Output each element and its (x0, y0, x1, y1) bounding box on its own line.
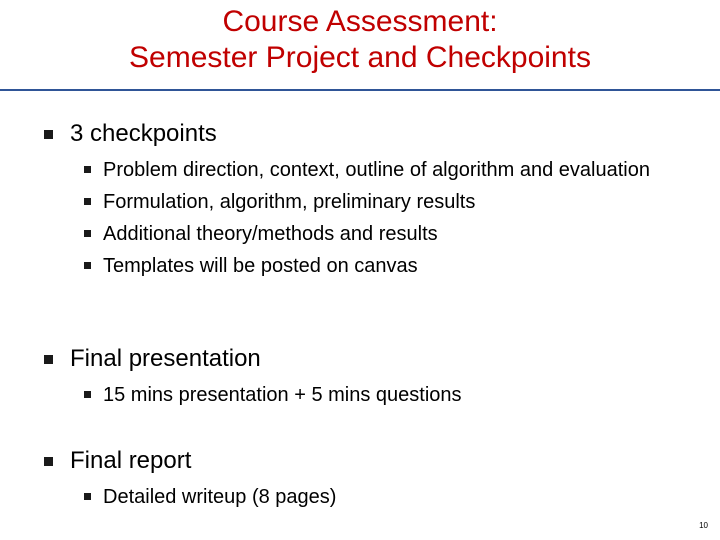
slide-title (0, 4, 720, 76)
section-final-presentation (0, 345, 720, 411)
bullet-text: Detailed writeup (8 pages) (103, 486, 337, 508)
bullet-item-level1 (0, 345, 720, 373)
square-bullet-icon (44, 355, 53, 364)
page-number: 10 (699, 521, 708, 530)
sub-bullet-list (0, 379, 720, 411)
bullet-text: Problem direction, context, outline of algorithm and evaluation (103, 159, 650, 181)
square-bullet-icon (84, 493, 91, 500)
title-divider (0, 89, 720, 91)
sub-bullet-list (0, 481, 720, 513)
square-bullet-icon (84, 166, 91, 173)
section-checkpoints (0, 120, 720, 282)
title-line-1: Course Assessment: (222, 5, 498, 38)
bullet-text: Formulation, algorithm, preliminary results (103, 191, 476, 213)
bullet-item-level2 (0, 481, 720, 513)
bullet-text: Templates will be posted on canvas (103, 255, 418, 277)
bullet-text: 15 mins presentation + 5 mins questions (103, 384, 462, 406)
bullet-item-level2 (0, 186, 720, 218)
bullet-item-level1 (0, 447, 720, 475)
square-bullet-icon (84, 198, 91, 205)
square-bullet-icon (84, 230, 91, 237)
square-bullet-icon (84, 262, 91, 269)
square-bullet-icon (44, 130, 53, 139)
section-final-report (0, 447, 720, 513)
bullet-item-level1 (0, 120, 720, 148)
bullet-item-level2 (0, 154, 720, 186)
section-heading: Final presentation (70, 345, 261, 372)
bullet-item-level2 (0, 379, 720, 411)
square-bullet-icon (44, 457, 53, 466)
bullet-item-level2 (0, 218, 720, 250)
bullet-text: Additional theory/methods and results (103, 223, 438, 245)
section-heading: Final report (70, 447, 192, 474)
bullet-item-level2 (0, 250, 720, 282)
section-heading: 3 checkpoints (70, 120, 217, 147)
title-line-2: Semester Project and Checkpoints (129, 41, 591, 74)
sub-bullet-list (0, 154, 720, 282)
square-bullet-icon (84, 391, 91, 398)
